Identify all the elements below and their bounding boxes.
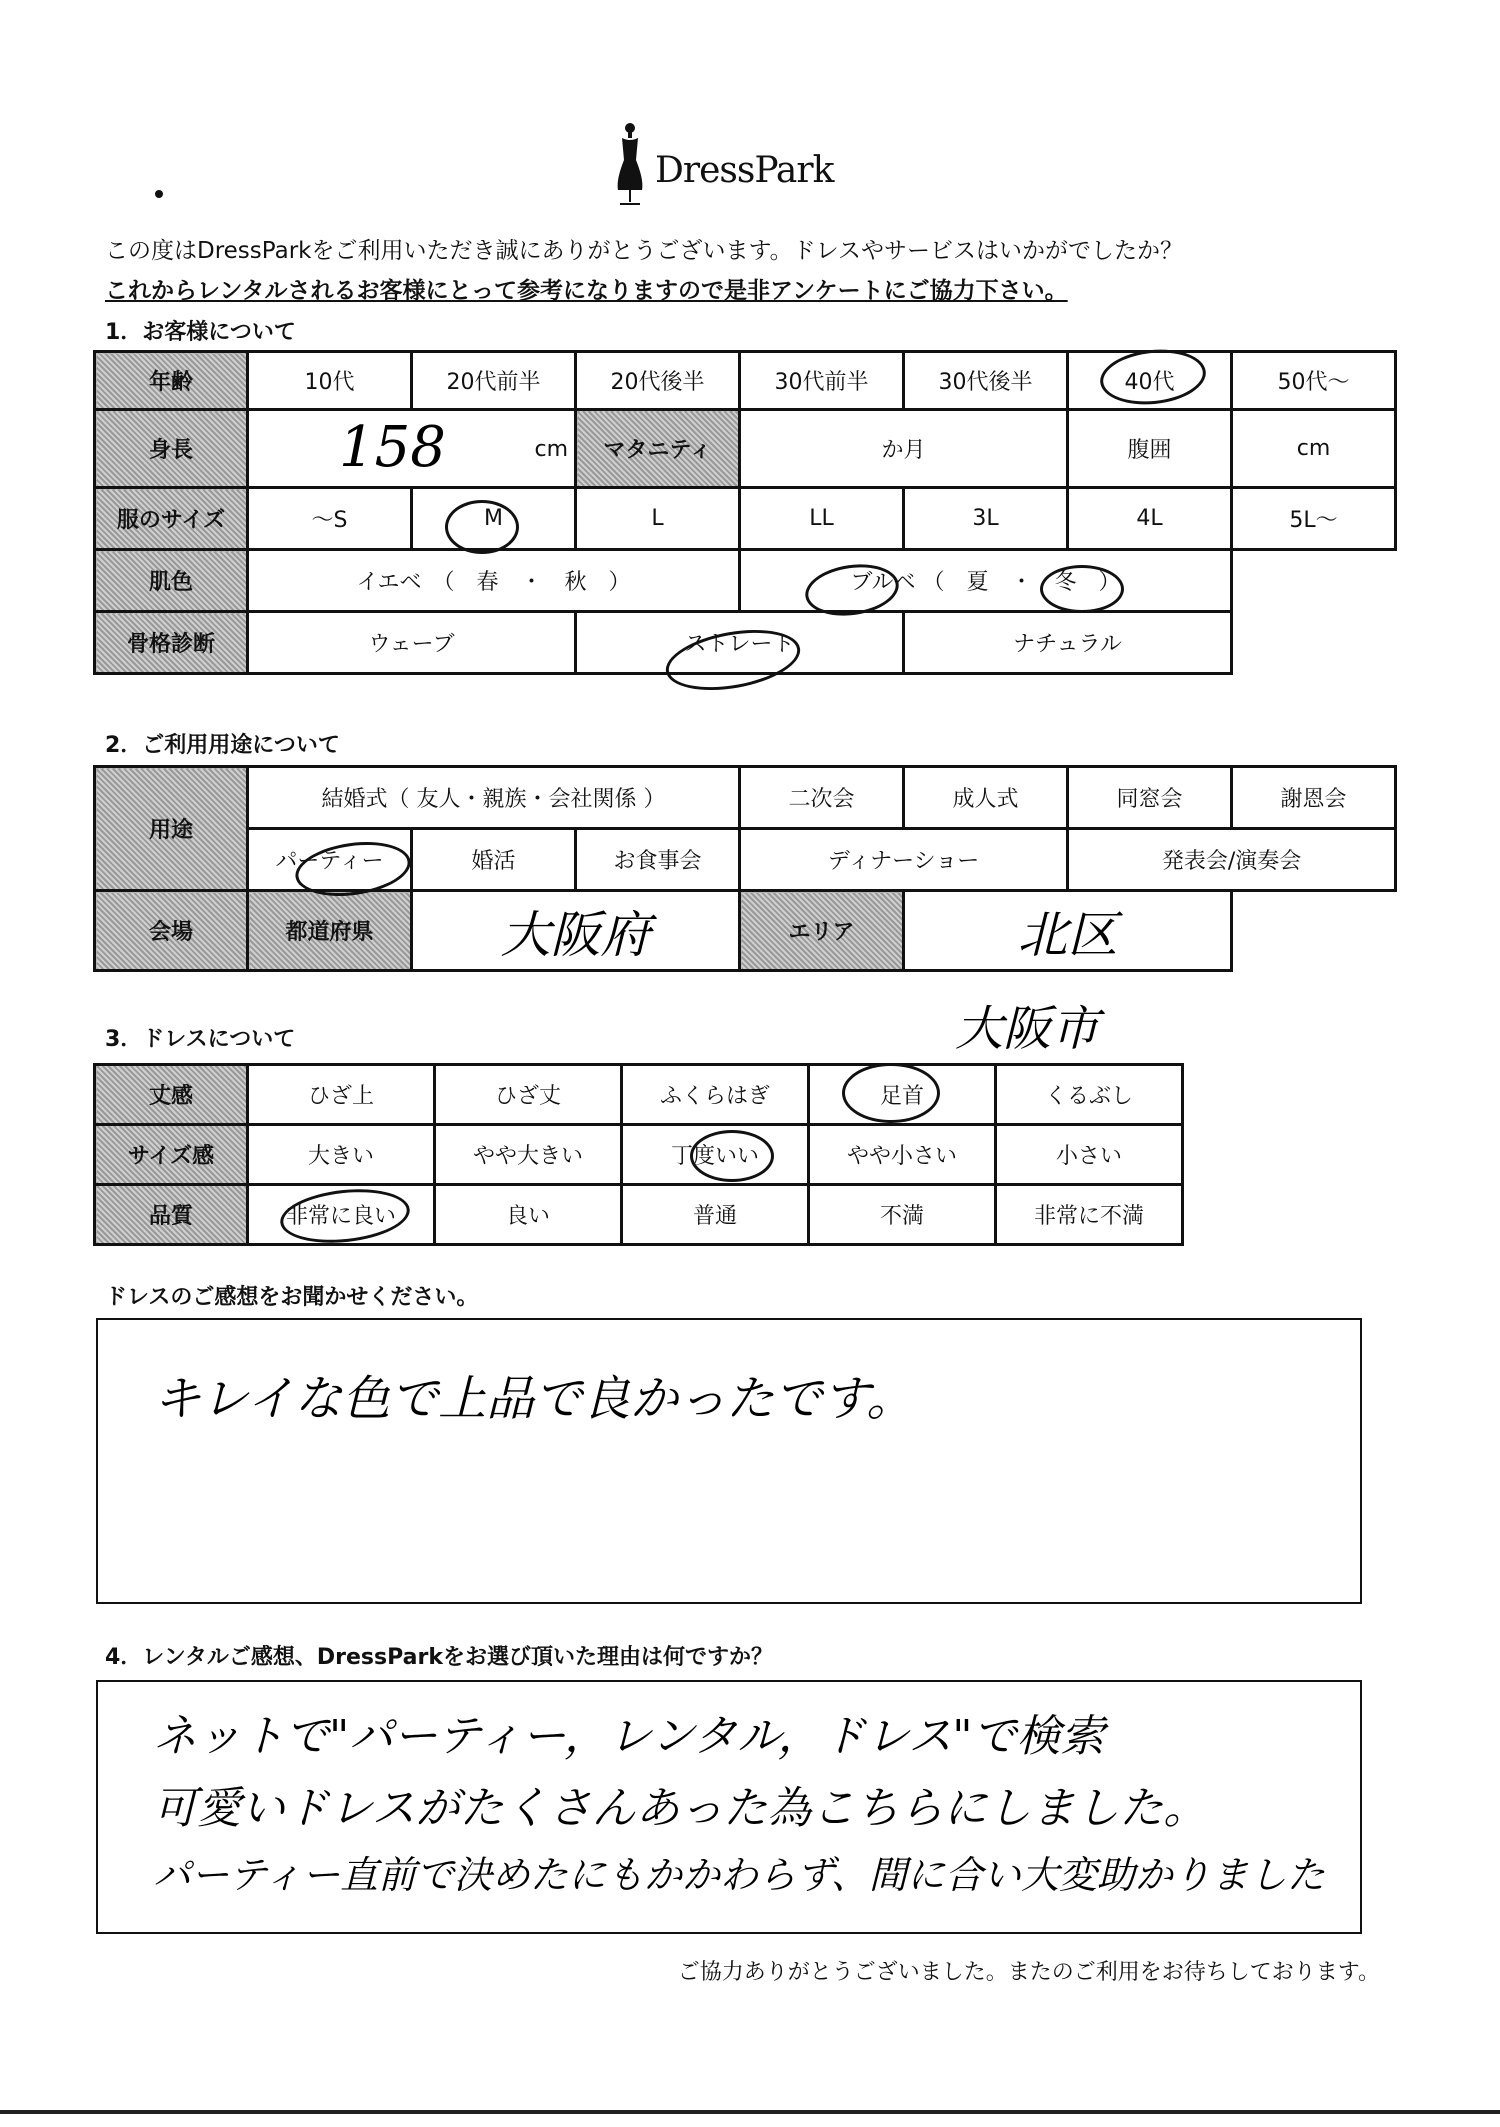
- length-option[interactable]: くるぶし: [996, 1065, 1183, 1125]
- reason-line: 可愛いドレスがたくさんあった為こちらにしました。: [153, 1783, 1208, 1834]
- purpose-option[interactable]: 成人式: [904, 767, 1068, 829]
- comment-prompt: ドレスのご感想をお聞かせください。: [105, 1285, 479, 1310]
- size-option[interactable]: 3L: [904, 488, 1068, 550]
- skin-yellow-option[interactable]: イエベ （ 春 ・ 秋 ）: [248, 550, 740, 612]
- area-value: 北区: [1017, 905, 1118, 964]
- empty-cell: [1232, 612, 1396, 674]
- purpose-row-2: [95, 829, 1396, 891]
- purpose-option[interactable]: 発表会/演奏会: [1068, 829, 1396, 891]
- brand-name: DressPark: [655, 150, 834, 191]
- size-option[interactable]: 〜S: [248, 488, 412, 550]
- dress-form-icon: [610, 120, 650, 210]
- skin-label: 肌色: [95, 550, 248, 612]
- age-option[interactable]: 20代前半: [412, 352, 576, 410]
- age-option-selected[interactable]: 40代: [1068, 352, 1232, 410]
- purpose-option[interactable]: 婚活: [412, 829, 576, 891]
- empty-cell: [1232, 550, 1396, 612]
- size-label: 服のサイズ: [95, 488, 248, 550]
- size-option-selected[interactable]: M: [412, 488, 576, 550]
- quality-option[interactable]: 非常に不満: [996, 1185, 1183, 1245]
- height-unit: cm: [534, 437, 568, 462]
- skin-row: [95, 550, 1396, 612]
- reason-line: パーティー直前で決めたにもかかわらず、間に合い大変助かりました: [153, 1853, 1325, 1897]
- quality-label: 品質: [95, 1185, 248, 1245]
- venue-row: [95, 891, 1396, 971]
- purpose-option[interactable]: ディナーショー: [740, 829, 1068, 891]
- dress-table: [93, 1063, 1184, 1246]
- purpose-row-1: [95, 767, 1396, 829]
- section3-title: 3．ドレスについて: [105, 1027, 296, 1052]
- height-value: 158: [339, 415, 446, 480]
- fit-option[interactable]: 小さい: [996, 1125, 1183, 1185]
- empty-cell: [1232, 891, 1396, 971]
- comment-box[interactable]: [96, 1318, 1362, 1604]
- length-option[interactable]: ひざ上: [248, 1065, 435, 1125]
- customer-table: [93, 350, 1397, 675]
- frame-option-selected[interactable]: ストレート: [576, 612, 904, 674]
- fit-option-selected[interactable]: 丁度いい: [622, 1125, 809, 1185]
- age-option[interactable]: 10代: [248, 352, 412, 410]
- purpose-option[interactable]: 謝恩会: [1232, 767, 1396, 829]
- area-value-extra: 大阪市: [955, 1001, 1100, 1057]
- fit-row: [95, 1125, 1183, 1185]
- comment-text: キレイな色で上品で良かったです。: [153, 1371, 915, 1427]
- quality-row: [95, 1185, 1183, 1245]
- age-option[interactable]: 20代後半: [576, 352, 740, 410]
- size-row: [95, 488, 1396, 550]
- quality-option[interactable]: 普通: [622, 1185, 809, 1245]
- section1-title: 1．お客様について: [105, 320, 296, 345]
- purpose-label: 用途: [95, 767, 248, 891]
- maternity-label: マタニティ: [576, 410, 740, 488]
- reason-box[interactable]: [96, 1680, 1362, 1934]
- selection-circle: [445, 500, 519, 554]
- section2-title: 2．ご利用用途について: [105, 733, 340, 758]
- length-option[interactable]: ひざ丈: [435, 1065, 622, 1125]
- frame-option[interactable]: ナチュラル: [904, 612, 1232, 674]
- purpose-option[interactable]: 同窓会: [1068, 767, 1232, 829]
- scan-speck: [155, 190, 163, 198]
- age-option[interactable]: 50代〜: [1232, 352, 1396, 410]
- section4-title: 4．レンタルご感想、DressParkをお選び頂いた理由は何ですか？: [105, 1645, 773, 1670]
- selection-circle: [1040, 565, 1124, 613]
- fit-option[interactable]: やや小さい: [809, 1125, 996, 1185]
- purpose-option[interactable]: 結婚式（ 友人・親族・会社関係 ）: [248, 767, 740, 829]
- quality-option-selected[interactable]: 非常に良い: [248, 1185, 435, 1245]
- prefecture-field[interactable]: [412, 891, 740, 971]
- footer-thanks: ご協力ありがとうございました。またのご利用をお待ちしております。: [677, 1960, 1380, 1985]
- height-row: [95, 410, 1396, 488]
- waist-unit[interactable]: cm: [1232, 410, 1396, 488]
- height-label: 身長: [95, 410, 248, 488]
- dresspark-logo: [610, 120, 870, 210]
- selection-circle: [690, 1130, 774, 1182]
- frame-label: 骨格診断: [95, 612, 248, 674]
- fit-option[interactable]: 大きい: [248, 1125, 435, 1185]
- reason-line: ネットで"パーティー，レンタル，ドレス"で検索: [153, 1711, 1105, 1762]
- size-option[interactable]: 5L〜: [1232, 488, 1396, 550]
- venue-label: 会場: [95, 891, 248, 971]
- size-option[interactable]: L: [576, 488, 740, 550]
- intro-text: この度はDressParkをご利用いただき誠にありがとうございます。ドレスやサービスはいかがでしたか？: [105, 238, 1183, 264]
- length-label: 丈感: [95, 1065, 248, 1125]
- age-option[interactable]: 30代前半: [740, 352, 904, 410]
- area-field[interactable]: [904, 891, 1232, 971]
- area-label: エリア: [740, 891, 904, 971]
- prefecture-value: 大阪府: [500, 905, 651, 964]
- size-option[interactable]: 4L: [1068, 488, 1232, 550]
- quality-option[interactable]: 良い: [435, 1185, 622, 1245]
- prefecture-label: 都道府県: [248, 891, 412, 971]
- purpose-option[interactable]: 二次会: [740, 767, 904, 829]
- skin-blue-seasons: （ 夏 ・ 冬 ）: [922, 570, 1121, 595]
- size-option[interactable]: LL: [740, 488, 904, 550]
- purpose-option[interactable]: お食事会: [576, 829, 740, 891]
- waist-label: 腹囲: [1068, 410, 1232, 488]
- length-row: [95, 1065, 1183, 1125]
- skin-blue-label: ブルベ: [850, 570, 916, 595]
- page-edge: [0, 2110, 1500, 2114]
- fit-label: サイズ感: [95, 1125, 248, 1185]
- length-option-selected[interactable]: 足首: [809, 1065, 996, 1125]
- fit-option[interactable]: やや大きい: [435, 1125, 622, 1185]
- selection-circle: [842, 1063, 940, 1123]
- quality-option[interactable]: 不満: [809, 1185, 996, 1245]
- intro-request: これからレンタルされるお客様にとって参考になりますので是非アンケートにご協力下さい。: [105, 278, 1068, 304]
- months-field[interactable]: か月: [740, 410, 1068, 488]
- frame-option[interactable]: ウェーブ: [248, 612, 576, 674]
- height-field[interactable]: [248, 410, 576, 488]
- age-option[interactable]: 30代後半: [904, 352, 1068, 410]
- length-option[interactable]: ふくらはぎ: [622, 1065, 809, 1125]
- age-label: 年齢: [95, 352, 248, 410]
- purpose-option-selected[interactable]: パーティー: [248, 829, 412, 891]
- purpose-table: [93, 765, 1397, 972]
